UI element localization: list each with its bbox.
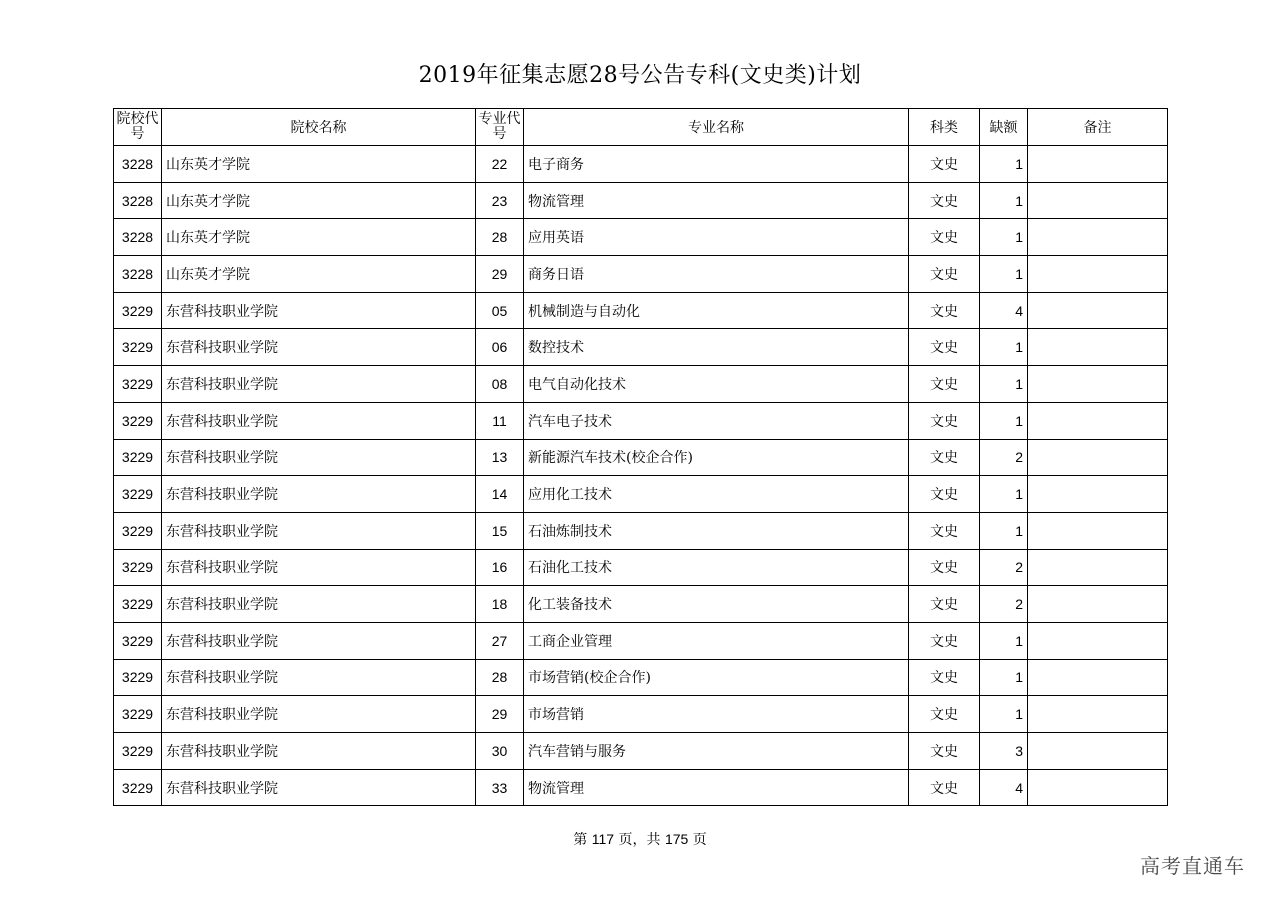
cell-category: 文史 [909,366,980,403]
cell-major-name: 石油化工技术 [524,549,909,586]
cell-major-code: 05 [476,292,524,329]
cell-major-code: 11 [476,402,524,439]
cell-remarks [1028,512,1168,549]
cell-remarks [1028,549,1168,586]
cell-school-name: 山东英才学院 [162,219,476,256]
cell-category: 文史 [909,439,980,476]
table-row [114,696,1168,733]
cell-remarks [1028,733,1168,770]
cell-school-code: 3229 [114,329,162,366]
cell-school-code: 3229 [114,659,162,696]
table-row [114,769,1168,806]
cell-school-name: 东营科技职业学院 [162,733,476,770]
cell-major-name: 物流管理 [524,769,909,806]
cell-major-name: 电气自动化技术 [524,366,909,403]
cell-school-name: 山东英才学院 [162,256,476,293]
page-title: 2019年征集志愿28号公告专科(文史类)计划 [418,63,862,88]
cell-vacancy: 4 [980,292,1028,329]
cell-school-code: 3229 [114,476,162,513]
cell-major-code: 15 [476,512,524,549]
header-school-name: 院校名称 [162,109,476,146]
cell-school-code: 3229 [114,512,162,549]
table-row [114,659,1168,696]
cell-major-name: 电子商务 [524,146,909,183]
cell-major-code: 33 [476,769,524,806]
cell-remarks [1028,219,1168,256]
cell-category: 文史 [909,622,980,659]
cell-category: 文史 [909,256,980,293]
cell-remarks [1028,402,1168,439]
cell-school-code: 3229 [114,696,162,733]
cell-school-name: 山东英才学院 [162,182,476,219]
cell-category: 文史 [909,146,980,183]
cell-school-name: 东营科技职业学院 [162,366,476,403]
cell-category: 文史 [909,659,980,696]
cell-major-name: 石油炼制技术 [524,512,909,549]
footer-total-pages: 175 [664,831,689,847]
cell-category: 文史 [909,512,980,549]
cell-school-code: 3228 [114,219,162,256]
table-row [114,586,1168,623]
cell-category: 文史 [909,696,980,733]
table-row [114,476,1168,513]
cell-remarks [1028,182,1168,219]
cell-remarks [1028,696,1168,733]
cell-category: 文史 [909,329,980,366]
cell-school-code: 3229 [114,549,162,586]
cell-major-code: 14 [476,476,524,513]
cell-remarks [1028,439,1168,476]
cell-remarks [1028,476,1168,513]
table-row [114,549,1168,586]
cell-vacancy: 1 [980,366,1028,403]
table-row [114,219,1168,256]
cell-school-code: 3228 [114,256,162,293]
cell-school-code: 3229 [114,733,162,770]
header-vacancy: 缺额 [980,109,1028,146]
cell-remarks [1028,256,1168,293]
cell-major-code: 16 [476,549,524,586]
cell-school-code: 3229 [114,402,162,439]
cell-major-name: 物流管理 [524,182,909,219]
cell-major-name: 数控技术 [524,329,909,366]
cell-vacancy: 2 [980,586,1028,623]
cell-category: 文史 [909,219,980,256]
cell-school-name: 东营科技职业学院 [162,292,476,329]
cell-major-code: 27 [476,622,524,659]
cell-remarks [1028,146,1168,183]
cell-school-name: 东营科技职业学院 [162,329,476,366]
cell-school-code: 3229 [114,439,162,476]
cell-vacancy: 1 [980,182,1028,219]
cell-remarks [1028,769,1168,806]
cell-major-name: 应用英语 [524,219,909,256]
cell-category: 文史 [909,733,980,770]
cell-school-name: 东营科技职业学院 [162,696,476,733]
cell-vacancy: 1 [980,256,1028,293]
cell-school-code: 3228 [114,146,162,183]
cell-major-name: 应用化工技术 [524,476,909,513]
cell-remarks [1028,622,1168,659]
cell-school-code: 3229 [114,366,162,403]
cell-school-name: 东营科技职业学院 [162,439,476,476]
cell-major-name: 新能源汽车技术(校企合作) [524,439,909,476]
cell-vacancy: 1 [980,329,1028,366]
cell-category: 文史 [909,182,980,219]
footer-middle: 页，共 [618,832,661,848]
cell-school-name: 东营科技职业学院 [162,769,476,806]
cell-school-code: 3229 [114,292,162,329]
cell-school-name: 山东英才学院 [162,146,476,183]
cell-category: 文史 [909,549,980,586]
footer-current-page: 117 [591,831,615,847]
page-number-footer [0,829,1280,849]
cell-major-code: 30 [476,733,524,770]
cell-school-name: 东营科技职业学院 [162,549,476,586]
cell-school-name: 东营科技职业学院 [162,476,476,513]
cell-major-code: 08 [476,366,524,403]
cell-major-code: 22 [476,146,524,183]
watermark-logo-text: 高考直通车 [1140,854,1245,878]
cell-remarks [1028,586,1168,623]
cell-major-name: 工商企业管理 [524,622,909,659]
cell-school-name: 东营科技职业学院 [162,512,476,549]
cell-major-name: 机械制造与自动化 [524,292,909,329]
cell-vacancy: 2 [980,549,1028,586]
cell-vacancy: 1 [980,696,1028,733]
table-row [114,733,1168,770]
header-remarks: 备注 [1028,109,1168,146]
table-row [114,256,1168,293]
cell-category: 文史 [909,769,980,806]
cell-school-code: 3229 [114,622,162,659]
table-row [114,182,1168,219]
cell-major-name: 汽车营销与服务 [524,733,909,770]
cell-category: 文史 [909,586,980,623]
cell-remarks [1028,292,1168,329]
cell-school-name: 东营科技职业学院 [162,659,476,696]
cell-vacancy: 3 [980,733,1028,770]
table-row [114,292,1168,329]
table-row [114,402,1168,439]
cell-major-code: 13 [476,439,524,476]
cell-school-name: 东营科技职业学院 [162,622,476,659]
cell-school-name: 东营科技职业学院 [162,586,476,623]
cell-school-code: 3228 [114,182,162,219]
cell-major-code: 18 [476,586,524,623]
cell-category: 文史 [909,402,980,439]
header-category: 科类 [909,109,980,146]
cell-vacancy: 1 [980,476,1028,513]
enrollment-plan-table [113,108,1168,806]
cell-school-code: 3229 [114,586,162,623]
cell-category: 文史 [909,292,980,329]
cell-remarks [1028,366,1168,403]
cell-major-code: 28 [476,659,524,696]
cell-vacancy: 1 [980,659,1028,696]
header-school-code: 院校代号 [114,109,162,146]
table-row [114,329,1168,366]
cell-major-name: 化工装备技术 [524,586,909,623]
cell-major-code: 29 [476,696,524,733]
table-row [114,512,1168,549]
cell-school-code: 3229 [114,769,162,806]
header-major-name: 专业名称 [524,109,909,146]
cell-vacancy: 1 [980,622,1028,659]
table-row [114,146,1168,183]
cell-vacancy: 1 [980,146,1028,183]
cell-major-code: 28 [476,219,524,256]
cell-vacancy: 4 [980,769,1028,806]
cell-vacancy: 2 [980,439,1028,476]
cell-vacancy: 1 [980,219,1028,256]
cell-major-name: 市场营销(校企合作) [524,659,909,696]
cell-vacancy: 1 [980,402,1028,439]
cell-major-code: 06 [476,329,524,366]
footer-prefix: 第 [573,832,588,848]
table-row [114,439,1168,476]
table-row [114,366,1168,403]
cell-vacancy: 1 [980,512,1028,549]
cell-remarks [1028,659,1168,696]
header-major-code: 专业代号 [476,109,524,146]
table-row [114,622,1168,659]
cell-major-name: 市场营销 [524,696,909,733]
cell-major-code: 29 [476,256,524,293]
cell-remarks [1028,329,1168,366]
cell-major-name: 汽车电子技术 [524,402,909,439]
cell-major-code: 23 [476,182,524,219]
cell-major-name: 商务日语 [524,256,909,293]
cell-category: 文史 [909,476,980,513]
table-header-row [114,109,1168,146]
cell-school-name: 东营科技职业学院 [162,402,476,439]
footer-suffix: 页 [692,832,707,848]
